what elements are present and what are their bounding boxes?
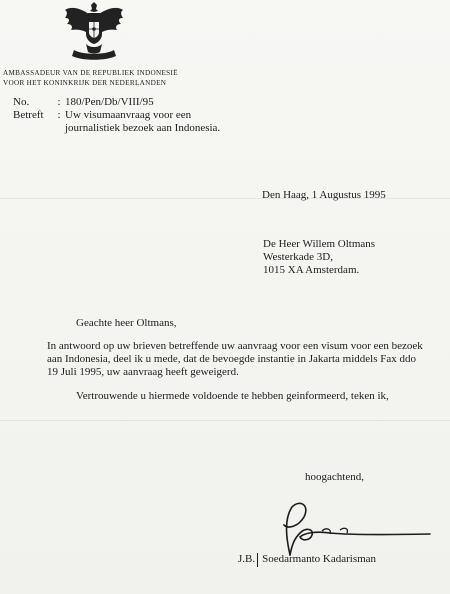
recipient-address xyxy=(263,238,375,277)
reference-block xyxy=(13,96,265,135)
reference-number-label: No. xyxy=(13,96,30,108)
signature-stroke xyxy=(257,553,258,567)
recipient-city: 1015 XA Amsterdam. xyxy=(263,264,360,276)
recipient-street: Westerkade 3D, xyxy=(263,251,333,263)
paper-fold xyxy=(0,420,450,421)
signer xyxy=(238,553,376,567)
subject-row xyxy=(13,109,265,135)
subject-line-1: Uw visumaanvraag voor een xyxy=(65,109,192,121)
letterhead xyxy=(3,68,178,88)
subject-value xyxy=(65,109,265,135)
reference-number-value: 180/Pen/Db/VIII/95 xyxy=(65,96,154,108)
recipient-name: De Heer Willem Oltmans xyxy=(263,238,376,250)
separator: : xyxy=(57,96,61,108)
reference-number-row xyxy=(13,96,265,109)
separator: : xyxy=(57,109,61,121)
signer-name: Soedarmanto Kadarisman xyxy=(262,553,377,565)
garuda-emblem-icon xyxy=(62,0,126,62)
closing: hoogachtend, xyxy=(305,471,364,483)
letterhead-line-2: VOOR HET KONINKRIJK DER NEDERLANDEN xyxy=(3,79,167,87)
subject-label: Betreft xyxy=(13,109,44,121)
signature-icon xyxy=(270,497,440,559)
subject-line-2: journalistiek bezoek aan Indonesia. xyxy=(65,122,221,134)
body-paragraph-2: Vertrouwende u hiermede voldoende te hebben geinformeerd, teken ik, xyxy=(76,390,389,402)
letterhead-line-1: AMBASSADEUR VAN DE REPUBLIEK INDONESIË xyxy=(3,69,178,77)
signer-initials: J.B. xyxy=(238,553,256,565)
salutation: Geachte heer Oltmans, xyxy=(76,317,177,329)
body-paragraph-1: In antwoord op uw brieven betreffende uw aanvraag voor een visum voor een bezoek aan Indonesia, deel ik u mede, dat de bevoegde instantie in Jakarta middels Fax ddo 19 Juli 1995, uw aanvraag heeft geweigerd. xyxy=(47,340,423,378)
letter-date: Den Haag, 1 Augustus 1995 xyxy=(262,189,386,201)
